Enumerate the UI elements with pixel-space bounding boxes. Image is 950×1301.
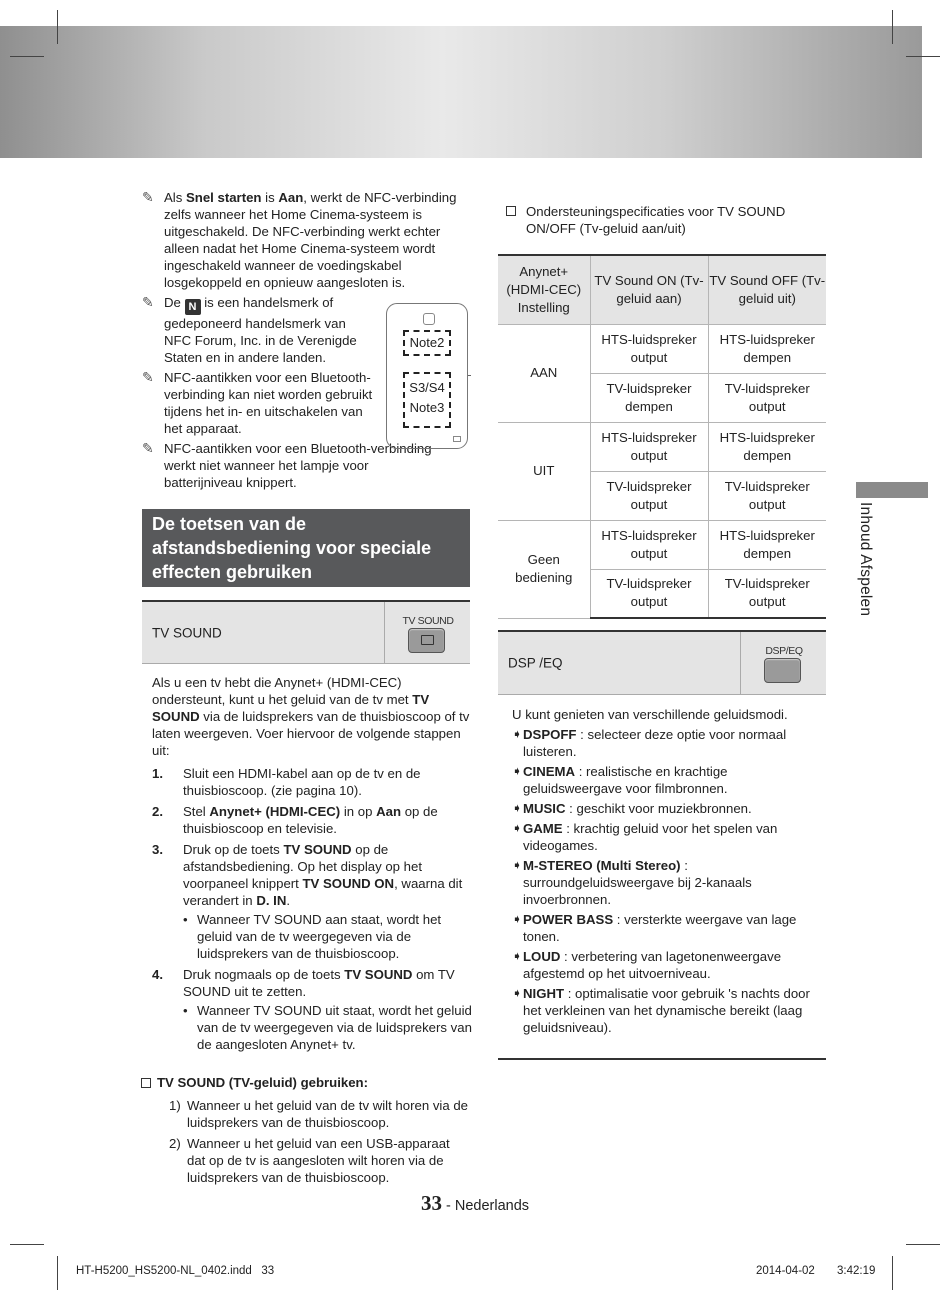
spec-title: Ondersteuningspecificaties voor TV SOUND ON/OFF (Tv-geluid aan/uit): [506, 203, 824, 237]
setting-cell: UIT: [498, 422, 590, 520]
arrow-down-icon: ➧: [512, 912, 523, 926]
note-pencil-icon: ✎: [142, 369, 154, 385]
nfc-spot-note2: Note2: [403, 330, 451, 356]
tv-sound-button-caption: TV SOUND: [402, 615, 454, 627]
column-header: TV Sound ON (Tv-geluid aan): [590, 255, 708, 324]
list-item: 2) Wanneer u het geluid van een USB-apparaat dat op de tv is aangesloten wilt horen via de luidsprekers van de thuisbioscoop.: [169, 1136, 450, 1185]
note-pencil-icon: ✎: [142, 294, 154, 310]
dsp-eq-key[interactable]: [764, 658, 801, 683]
crop-mark: [57, 1256, 58, 1290]
note-pencil-icon: ✎: [142, 440, 154, 456]
usage-title: TV SOUND (TV-geluid) gebruiken:: [141, 1074, 471, 1091]
list-item: ➧ NIGHT : optimalisatie voor gebruik 's nachts door het verkleinen van het dynamische bereikt (laag geluidsniveau).: [512, 986, 810, 1035]
table-cell: HTS-luidspreker output: [590, 324, 708, 373]
arrow-down-icon: ➧: [512, 727, 523, 741]
dsp-eq-button-caption: DSP/EQ: [765, 645, 803, 657]
nfc-logo-icon: N: [185, 299, 201, 315]
arrow-down-icon: ➧: [512, 858, 523, 872]
box-divider: [740, 632, 741, 694]
table-cell: HTS-luidspreker dempen: [708, 324, 826, 373]
list-item: 1) Wanneer u het geluid van de tv wilt horen via de luidsprekers van de thuisbioscoop.: [169, 1098, 469, 1130]
dsp-eq-label: DSP /EQ: [508, 655, 563, 671]
crop-mark: [10, 56, 44, 57]
setting-cell: AAN: [498, 324, 590, 422]
list-item: ➧ DSPOFF : selecteer deze optie voor normaal luisteren.: [512, 727, 787, 759]
crop-mark: [892, 1256, 893, 1290]
setting-cell: Geen bediening: [498, 520, 590, 618]
header-band: [0, 26, 922, 158]
dsp-intro: U kunt genieten van verschillende geluidsmodi.: [512, 707, 788, 722]
list-item: ➧ POWER BASS : versterkte weergave van lage tonen.: [512, 912, 797, 944]
table-cell: TV-luidspreker output: [708, 373, 826, 422]
list-item: 1. Sluit een HDMI-kabel aan op de tv en de thuisbioscoop. (zie pagina 10).: [152, 766, 421, 798]
crop-mark: [892, 10, 893, 44]
table-cell: HTS-luidspreker output: [590, 422, 708, 471]
table-cell: HTS-luidspreker dempen: [708, 520, 826, 569]
column-header: TV Sound OFF (Tv-geluid uit): [708, 255, 826, 324]
dsp-bottom-rule: [498, 1058, 826, 1060]
note-4: ✎ NFC-aantikken voor een Bluetooth-verbinding werkt niet wanneer het lampje voor batterijniveau knippert.: [142, 440, 432, 490]
crop-mark: [57, 10, 58, 44]
phone-guide-line: [468, 375, 470, 376]
list-item: 3. Druk op de toets TV SOUND op de afstandsbediening. Op het display op het voorpaneel knippert TV SOUND ON, waarna dit verandert in D. IN. • Wanneer TV SOUND aan staat, wordt het geluid van de tv weergegeven via de luidsprekers van de thuisbioscoop.: [152, 841, 472, 962]
table-cell: TV-luidspreker output: [590, 471, 708, 520]
phone-home-key-icon: [453, 436, 461, 442]
page-number: 33 - Nederlands: [420, 1191, 530, 1215]
table-row: [498, 520, 826, 569]
tv-icon: [421, 635, 434, 645]
arrow-down-icon: ➧: [512, 764, 523, 778]
dsp-eq-box: [498, 630, 826, 695]
tv-sound-key[interactable]: [408, 628, 445, 653]
footer-time: 3:42:19: [837, 1265, 876, 1277]
arrow-down-icon: ➧: [512, 821, 523, 835]
list-item: ➧ MUSIC : geschikt voor muziekbronnen.: [512, 801, 752, 816]
nfc-spot-s3-note3: S3/S4 Note3: [403, 372, 451, 428]
step-bullet: • Wanneer TV SOUND aan staat, wordt het geluid van de tv weergegeven via de luidsprekers van de thuisbioscoop.: [183, 912, 442, 961]
list-item: ➧ LOUD : verbetering van lagetonenweergave afgestemd op het uitvoerniveau.: [512, 949, 782, 981]
tv-sound-label: TV SOUND: [152, 625, 222, 640]
note-pencil-icon: ✎: [142, 189, 154, 205]
spec-table: [498, 254, 826, 619]
list-item: ➧ GAME : krachtig geluid voor het spelen van videogames.: [512, 821, 778, 853]
table-row: [498, 422, 826, 471]
crop-mark: [906, 1244, 940, 1245]
table-cell: TV-luidspreker output: [590, 569, 708, 618]
tv-sound-usage: [141, 1074, 471, 1190]
usage-list: [141, 1097, 471, 1186]
phone-illustration: [386, 303, 468, 449]
table-cell: TV-luidspreker output: [708, 569, 826, 618]
crop-mark: [906, 56, 940, 57]
list-item: 2. Stel Anynet+ (HDMI-CEC) in op Aan op de thuisbioscoop en televisie.: [152, 804, 438, 836]
table-cell: TV-luidspreker dempen: [590, 373, 708, 422]
phone-camera-icon: [423, 313, 435, 325]
checkbox-icon: [141, 1078, 151, 1088]
section-heading: De toetsen van de afstandsbediening voor speciale effecten gebruiken: [142, 509, 470, 587]
dsp-modes: [512, 706, 816, 1039]
table-cell: HTS-luidspreker dempen: [708, 422, 826, 471]
table-row: [498, 324, 826, 373]
footer-date: 2014-04-02: [756, 1265, 815, 1277]
step-bullet: • Wanneer TV SOUND uit staat, wordt het geluid van de tv weergegeven via de luidsprekers van de aangesloten Anynet+ tv.: [183, 1003, 472, 1052]
arrow-down-icon: ➧: [512, 801, 523, 815]
footer-file: HT-H5200_HS5200-NL_0402.indd 33: [76, 1265, 275, 1277]
crop-mark: [10, 1244, 44, 1245]
side-tab-label: Inhoud Afspelen: [857, 502, 874, 617]
column-header: Anynet+ (HDMI-CEC) Instelling: [498, 255, 590, 324]
checkbox-icon: [506, 206, 516, 216]
note-2: ✎ De N is een handelsmerk of gedeponeerd handelsmerk van NFC Forum, Inc. in de Verenigde Staten en in andere landen.: [142, 294, 357, 365]
arrow-down-icon: ➧: [512, 986, 523, 1000]
side-tab-marker: [856, 482, 928, 498]
note-1: ✎ Als Snel starten is Aan, werkt de NFC-verbinding zelfs wanneer het Home Cinema-systeem is uitgeschakeld. De NFC-verbinding werkt echter alleen nadat het Home Cinema-systeem wordt ingeschakeld wanneer de voedingskabel losgekoppeld en opnieuw aangesloten is.: [142, 189, 457, 290]
list-item: ➧ M-STEREO (Multi Stereo) : surroundgeluidsweergave bij 2-kanaals invoerbronnen.: [512, 858, 752, 907]
tv-sound-box: [142, 600, 470, 664]
steps-list: [152, 765, 472, 1057]
note-3: ✎ NFC-aantikken voor een Bluetooth-verbinding kan niet worden gebruikt tijdens het in- en uitschakelen van het apparaat.: [142, 369, 373, 436]
box-divider: [384, 602, 385, 663]
list-item: ➧ CINEMA : realistische en krachtige geluidsweergave voor filmbronnen.: [512, 764, 728, 796]
table-cell: HTS-luidspreker output: [590, 520, 708, 569]
table-header-row: [498, 255, 826, 324]
arrow-down-icon: ➧: [512, 949, 523, 963]
list-item: 4. Druk nogmaals op de toets TV SOUND om TV SOUND uit te zetten. • Wanneer TV SOUND uit staat, wordt het geluid van de tv weergegeven via de luidsprekers van de aangesloten Anynet+ tv.: [152, 967, 472, 1052]
tv-sound-intro: Als u een tv hebt die Anynet+ (HDMI-CEC) ondersteunt, kunt u het geluid van de tv met TV SOUND via de luidsprekers van de thuisbioscoop of tv laten weergeven. Voer hiervoor de volgende stappen uit:: [152, 675, 470, 758]
table-cell: TV-luidspreker output: [708, 471, 826, 520]
